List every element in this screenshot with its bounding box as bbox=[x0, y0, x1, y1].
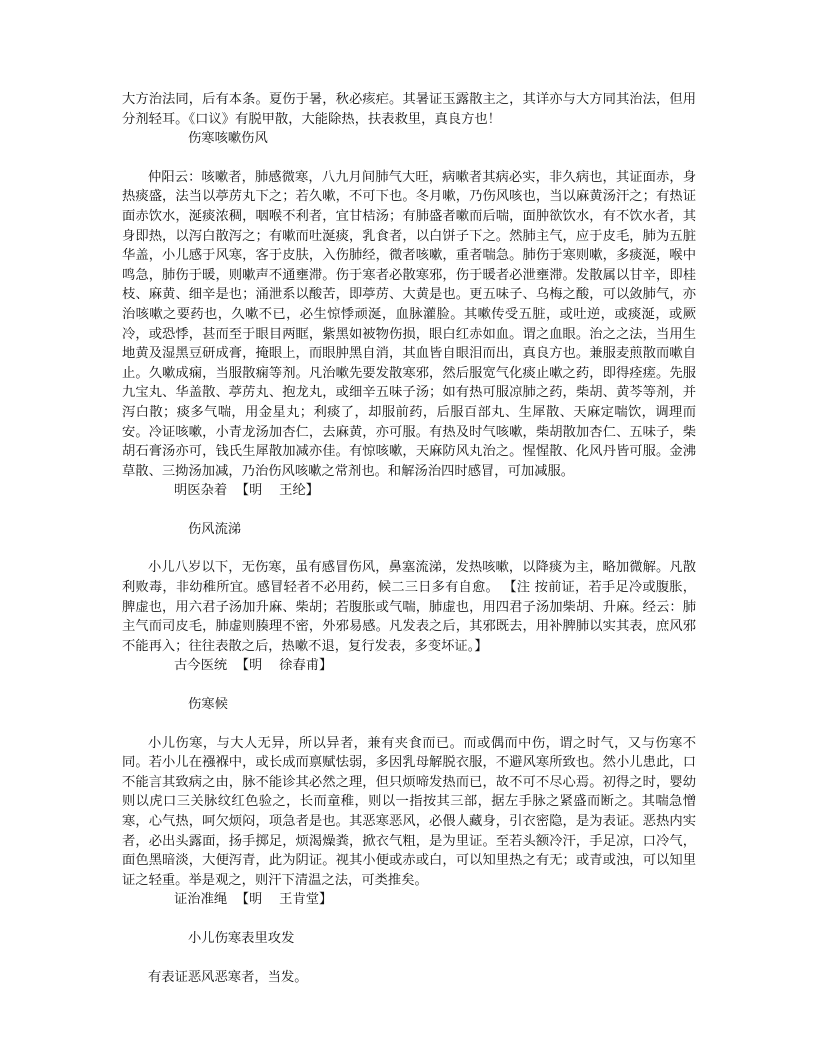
source-citation: 明医杂着 【明 王纶】 bbox=[174, 483, 320, 499]
section-body: 小儿伤寒，与大人无异，所以异者，兼有夹食而已。而或偶而中伤，谓之时气，又与伤寒不同。若小儿在襁褓中，或长成而禀赋怯弱，多因乳母解脱衣服，不避风寒所致也。然小儿患此，口不能言其致病之由，脉不能诊其必然之理，但只烦啼发热而已，故不可不尽心焉。初得之时，婴幼则以虎口三关脉纹红色验之，长而童稚，则以一指按其三部，据左手脉之紧盛而断之。其喘急憎寒，心气热，呵欠烦闷，项急者是也。其恶寒恶风，必偎人藏身，引衣密隐，是为表证。恶热内实者，必出头露面，扬手掷足，烦渴燥粪，掀衣气粗，是为里证。至若头额冷汗，手足凉，口冷气，面色黑暗淡，大便泻青，此为阴证。视其小便或赤或白，可以知里热之有无；或青或浊，可以知里证之轻重。举是观之，则汗下清温之法，可类推矣。 bbox=[122, 735, 696, 888]
document-page bbox=[122, 90, 696, 987]
section-heading: 伤风流涕 bbox=[188, 521, 242, 537]
section-body: 仲阳云：咳嗽者，肺感微寒，八九月间肺气大旺，病嗽者其病必实，非久病也，其证面赤，身热痰盛，法当以葶苈丸下之；若久嗽，不可下也。冬月嗽，乃伤风咳也，当以麻黄汤汗之；有热证面赤饮水，涎痰浓稠，咽喉不利者，宜甘桔汤；有肺盛者嗽而后喘，面肿欲饮水，有不饮水者，其身即热，以泻白散泻之；有嗽而吐涎痰，乳食者，以白饼子下之。然肺主气，应于皮毛，肺为五脏华盖，小儿感于风寒，客于皮肤，入伤肺经，微者咳嗽，重者喘急。肺伤于寒则嗽，多痰涎，喉中鸣急，肺伤于暖，则嗽声不通壅滞。伤于寒者必散寒邪，伤于暖者必泄壅滞。发散属以甘辛，即桂枝、麻黄、细辛是也；涌泄系以酸苦，即葶苈、大黄是也。更五味子、乌梅之酸，可以敛肺气，亦治咳嗽之要药也，久嗽不已，必生惊悸顽涎，血脉灌脸。其嗽传受五脏，或吐逆，或痰涎，或厥冷，或恐悸，甚而至于眼目两眶，紫黑如被物伤损，眼白红赤如血。谓之血眼。治之之法，当用生地黄及湿黑豆研成膏，掩眼上，而眼肿黑自消，其血皆自眼泪而出，真良方也。兼服麦煎散而嗽自止。久嗽成痫，当服散痫等剂。凡治嗽先要发散寒邪，然后服宽气化痰止嗽之药，即得痊瘥。先服九宝丸、华盖散、葶苈丸、抱龙丸，或细辛五味子汤；如有热可服凉肺之药，柴胡、黄芩等剂，并泻白散；痰多气喘，用金星丸；利痰了，却服前药，后服百部丸、生犀散、天麻定喘饮，调理而安。冷证咳嗽，小青龙汤加杏仁，去麻黄，亦可服。有热及时气咳嗽，柴胡散加杏仁、五味子，柴胡石膏汤亦可，钱氏生犀散加减亦佳。有惊咳嗽，天麻防风丸治之。惺惺散、化风丹皆可服。金沸草散、三拗汤加减，乃治伤风咳嗽之常剂也。和解汤治四时感冒，可加减服。 bbox=[122, 169, 696, 479]
continued-paragraph: 大方治法同，后有本条。夏伤于暑，秋必痎疟。其暑证玉露散主之，其详亦与大方同其治法，但用分剂轻耳。《口议》有脱甲散，大能除热，扶表救里，真良方也！ bbox=[122, 92, 696, 127]
source-citation: 古今医统 【明 徐春甫】 bbox=[174, 658, 333, 674]
section-body: 有表证恶风恶寒者，当发。 bbox=[148, 969, 308, 985]
section-heading: 伤寒咳嗽伤风 bbox=[188, 131, 268, 147]
section-heading: 小儿伤寒表里攻发 bbox=[188, 930, 295, 946]
source-citation: 证治准绳 【明 王肯堂】 bbox=[174, 892, 333, 908]
section-body: 小儿八岁以下，无伤寒，虽有感冒伤风，鼻塞流涕，发热咳嗽，以降痰为主，略加微解。凡散利败毒，非幼稚所宜。感冒轻者不必用药，候二三日多有自愈。 【注 按前证，若手足冷或腹胀，脾虚也，用六君子汤加升麻、柴胡；若腹胀或气喘，肺虚也，用四君子汤加柴胡、升麻。经云：肺主气而司皮毛，肺虚则腠理不密，外邪易感。凡发表之后，其邪既去，用补脾肺以实其表，庶风邪不能再入；往往表散之后，热嗽不退，复行发表，多变坏证。】 bbox=[122, 560, 696, 654]
section-heading: 伤寒候 bbox=[188, 697, 228, 713]
